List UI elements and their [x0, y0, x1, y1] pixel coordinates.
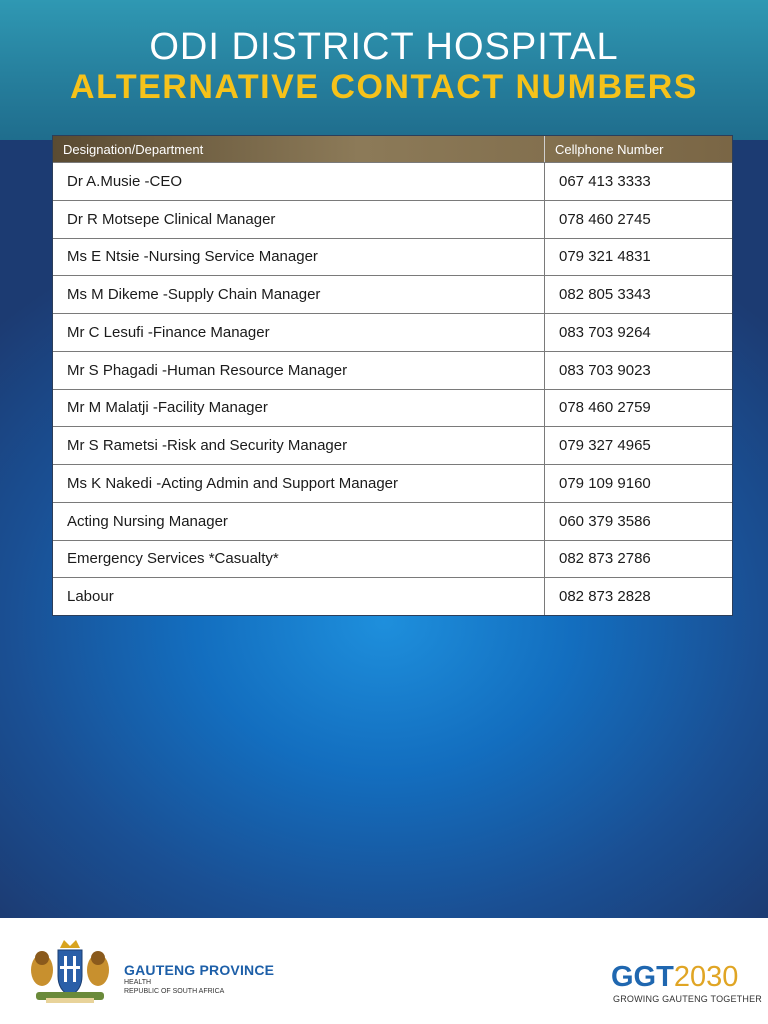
table-header	[53, 136, 732, 162]
cellphone-number-cell: 078 460 2759	[559, 399, 651, 417]
cellphone-number-cell: 082 873 2786	[559, 550, 651, 568]
coat-of-arms-icon	[24, 936, 116, 1006]
hospital-title: ODI DISTRICT HOSPITAL	[149, 26, 619, 68]
designation-cell: Mr S Rametsi -Risk and Security Manager	[53, 427, 545, 464]
ggt-logo-prefix: GGT	[611, 961, 674, 993]
designation-cell: Mr S Phagadi -Human Resource Manager	[53, 352, 545, 389]
designation-cell: Ms M Dikeme -Supply Chain Manager	[53, 276, 545, 313]
table-row	[53, 162, 732, 200]
designation-cell: Emergency Services *Casualty*	[53, 541, 545, 578]
table-body	[53, 162, 732, 615]
designation-cell: Ms E Ntsie -Nursing Service Manager	[53, 239, 545, 276]
table-row	[53, 426, 732, 464]
cellphone-number-cell: 079 109 9160	[559, 474, 651, 492]
table-row	[53, 313, 732, 351]
table-row	[53, 540, 732, 578]
cellphone-number-cell: 082 805 3343	[559, 286, 651, 304]
table-row	[53, 577, 732, 615]
province-branding	[124, 962, 274, 996]
contacts-table	[52, 135, 733, 616]
table-row	[53, 238, 732, 276]
contact-numbers-subtitle: ALTERNATIVE CONTACT NUMBERS	[70, 68, 698, 106]
ggt-tagline: GROWING GAUTENG TOGETHER	[613, 994, 762, 1004]
footer	[0, 918, 768, 1024]
column-header-designation: Designation/Department	[53, 136, 545, 162]
ggt-logo-year: 2030	[673, 961, 739, 993]
cellphone-number-cell: 083 703 9264	[559, 323, 651, 341]
country-name: REPUBLIC OF SOUTH AFRICA	[124, 988, 225, 995]
cellphone-number-cell: 078 460 2745	[559, 210, 651, 228]
column-header-cellphone: Cellphone Number	[555, 141, 664, 157]
cellphone-number-cell: 082 873 2828	[559, 588, 651, 606]
designation-cell: Mr M Malatji -Facility Manager	[53, 390, 545, 427]
designation-cell: Ms K Nakedi -Acting Admin and Support Manager	[53, 465, 545, 502]
province-name: GAUTENG PROVINCE	[124, 962, 275, 978]
cellphone-number-cell: 079 321 4831	[559, 248, 651, 266]
cellphone-number-cell: 060 379 3586	[559, 512, 651, 530]
department-name: HEALTH	[124, 979, 152, 986]
designation-cell: Dr R Motsepe Clinical Manager	[53, 201, 545, 238]
cellphone-number-cell: 083 703 9023	[559, 361, 651, 379]
table-row	[53, 200, 732, 238]
cellphone-number-cell: 079 327 4965	[559, 437, 651, 455]
table-row	[53, 389, 732, 427]
table-row	[53, 351, 732, 389]
designation-cell: Mr C Lesufi -Finance Manager	[53, 314, 545, 351]
designation-cell: Labour	[53, 578, 545, 615]
table-row	[53, 464, 732, 502]
cellphone-number-cell: 067 413 3333	[559, 172, 651, 190]
table-row	[53, 275, 732, 313]
header-band	[0, 0, 768, 140]
designation-cell: Dr A.Musie -CEO	[53, 163, 545, 200]
ggt2030-logo	[611, 962, 738, 992]
table-row	[53, 502, 732, 540]
designation-cell: Acting Nursing Manager	[53, 503, 545, 540]
